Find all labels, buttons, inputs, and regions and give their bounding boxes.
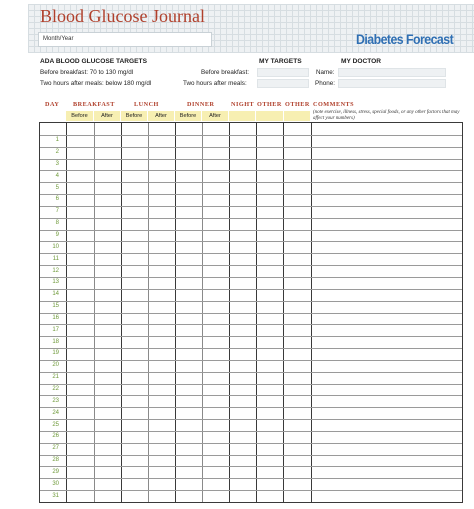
- grid-row-divider: [40, 159, 462, 160]
- day-number: 24: [52, 409, 59, 416]
- day-number: 18: [52, 338, 59, 345]
- night-subheader: [229, 111, 255, 121]
- day-number: 27: [52, 445, 59, 452]
- grid-row-divider: [40, 443, 462, 444]
- day-number: 7: [55, 208, 59, 215]
- lunch-after-subheader: After: [148, 111, 174, 121]
- day-number: 17: [52, 326, 59, 333]
- day-number: 10: [52, 243, 59, 250]
- comments-column-header: COMMENTS: [313, 101, 355, 108]
- grid-row-divider: [40, 277, 462, 278]
- grid-row-divider: [40, 372, 462, 373]
- grid-row-divider: [40, 407, 462, 408]
- day-number: 26: [52, 433, 59, 440]
- grid-row-divider: [40, 206, 462, 207]
- ada-before-breakfast: Before breakfast: 70 to 130 mg/dl: [40, 69, 134, 76]
- dinner-after-subheader: After: [202, 111, 228, 121]
- day-number: 13: [52, 279, 59, 286]
- day-number: 8: [55, 220, 59, 227]
- day-number: 31: [52, 492, 59, 499]
- grid-row-divider: [40, 384, 462, 385]
- glucose-log-grid[interactable]: [39, 122, 463, 503]
- night-column-header: NIGHT: [231, 101, 255, 108]
- day-number: 1: [55, 137, 59, 144]
- grid-row-divider: [40, 194, 462, 195]
- my-after-meals-field[interactable]: [257, 79, 309, 88]
- grid-row-divider: [40, 348, 462, 349]
- my-targets-heading: MY TARGETS: [259, 58, 302, 65]
- grid-row-divider: [40, 230, 462, 231]
- day-number: 30: [52, 480, 59, 487]
- doctor-phone-label: Phone:: [315, 80, 335, 87]
- day-number: 23: [52, 397, 59, 404]
- day-number: 29: [52, 468, 59, 475]
- two-hours-label: Two hours after meals:: [183, 80, 247, 87]
- day-number: 11: [52, 255, 59, 262]
- day-number: 22: [52, 385, 59, 392]
- day-number: 5: [55, 184, 59, 191]
- grid-row-divider: [40, 455, 462, 456]
- day-number: 25: [52, 421, 59, 428]
- breakfast-before-subheader: Before: [66, 111, 93, 121]
- ada-targets-heading: ADA BLOOD GLUCOSE TARGETS: [40, 58, 147, 65]
- grid-row-divider: [40, 336, 462, 337]
- day-number: 12: [52, 267, 59, 274]
- day-number: 21: [52, 374, 59, 381]
- day-column-header: DAY: [45, 101, 60, 108]
- other-subheader-2: [284, 111, 310, 121]
- day-number: 3: [55, 160, 59, 167]
- grid-row-divider: [40, 241, 462, 242]
- grid-row-divider: [40, 265, 462, 266]
- targets-section: [0, 55, 474, 97]
- doctor-name-field[interactable]: [338, 68, 446, 77]
- day-number: 2: [55, 149, 59, 156]
- grid-row-divider: [40, 419, 462, 420]
- day-number: 15: [52, 303, 59, 310]
- grid-row-divider: [40, 313, 462, 314]
- day-number: 14: [52, 291, 59, 298]
- grid-row-divider: [40, 170, 462, 171]
- month-year-field[interactable]: [38, 32, 212, 47]
- grid-row-divider: [40, 466, 462, 467]
- my-doctor-heading: MY DOCTOR: [341, 58, 382, 65]
- breakfast-column-header: BREAKFAST: [73, 101, 115, 108]
- doctor-phone-field[interactable]: [338, 79, 446, 88]
- lunch-column-header: LUNCH: [134, 101, 159, 108]
- day-number: 6: [55, 196, 59, 203]
- brand-logo: Diabetes Forecast: [356, 31, 454, 47]
- day-number: 9: [55, 232, 59, 239]
- dinner-column-header: DINNER: [187, 101, 215, 108]
- grid-row-divider: [40, 218, 462, 219]
- day-number: 16: [52, 314, 59, 321]
- grid-row-divider: [40, 478, 462, 479]
- ada-after-meals: Two hours after meals: below 180 mg/dl: [40, 80, 152, 87]
- grid-row-divider: [40, 431, 462, 432]
- day-number: 28: [52, 457, 59, 464]
- grid-row-divider: [40, 253, 462, 254]
- grid-row-divider: [40, 395, 462, 396]
- grid-row-divider: [40, 324, 462, 325]
- grid-row-divider: [40, 360, 462, 361]
- doctor-name-label: Name:: [316, 69, 335, 76]
- before-breakfast-label: Before breakfast:: [201, 69, 249, 76]
- page-title: Blood Glucose Journal: [40, 6, 205, 26]
- other-column-header-1: OTHER: [257, 101, 282, 108]
- dinner-before-subheader: Before: [175, 111, 201, 121]
- grid-row-divider: [40, 490, 462, 491]
- my-before-breakfast-field[interactable]: [257, 68, 309, 77]
- grid-row-divider: [40, 135, 462, 136]
- month-year-label: Month/Year: [43, 36, 74, 42]
- grid-row-divider: [40, 147, 462, 148]
- comments-note: (note exercise, illness, stress, special foods, or any other factors that may affect your numbers): [313, 110, 460, 121]
- other-subheader-1: [256, 111, 283, 121]
- other-column-header-2: OTHER: [285, 101, 310, 108]
- grid-row-divider: [40, 289, 462, 290]
- lunch-before-subheader: Before: [121, 111, 147, 121]
- day-number: 4: [55, 172, 59, 179]
- day-number: 19: [52, 350, 59, 357]
- day-number: 20: [52, 362, 59, 369]
- breakfast-after-subheader: After: [94, 111, 120, 121]
- grid-row-divider: [40, 301, 462, 302]
- grid-row-divider: [40, 182, 462, 183]
